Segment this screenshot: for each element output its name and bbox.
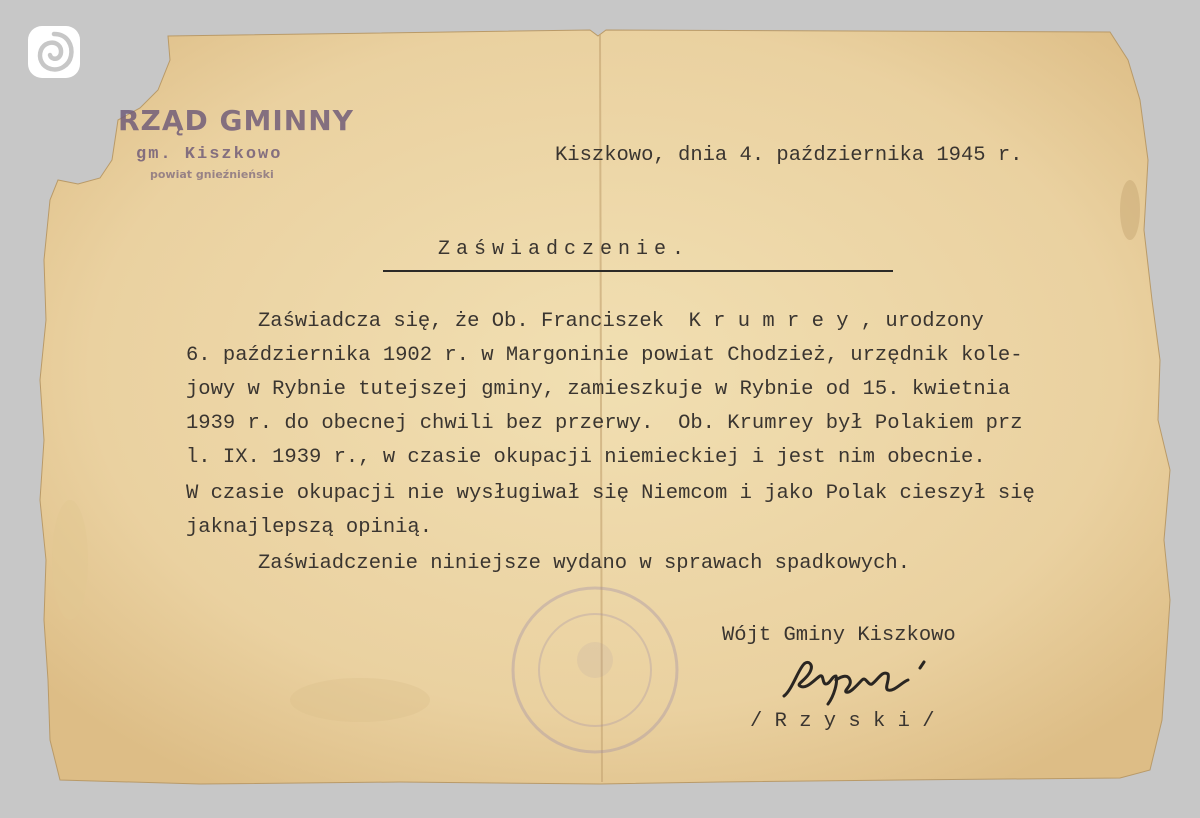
signatory-title: Wójt Gminy Kiszkowo — [722, 624, 956, 647]
stamp-district: powiat gnieźnieński — [150, 168, 274, 181]
stamp-municipality: gm. Kiszkowo — [136, 145, 283, 164]
title-underline — [383, 270, 893, 272]
body-line: 1939 r. do obecnej chwili bez przerwy. Ob. Krumrey był Polakiem prz — [186, 412, 1023, 435]
stamp-office-name: RZĄD GMINNY — [118, 104, 354, 137]
body-line: Zaświadczenie niniejsze wydano w sprawach spadkowych. — [258, 552, 911, 575]
body-line: jaknajlepszą opinią. — [186, 516, 433, 539]
document-title: Zaświadczenie. — [438, 238, 691, 261]
body-line: l. IX. 1939 r., w czasie okupacji niemieckiej i jest nim obecnie. — [186, 446, 986, 469]
printed-name: / R z y s k i / — [750, 710, 935, 733]
handwritten-signature — [770, 650, 940, 715]
body-line: jowy w Rybnie tutejszej gminy, zamieszkuje w Rybnie od 15. kwietnia — [186, 378, 1011, 401]
body-line: Zaświadcza się, że Ob. Franciszek K r u m r e y , urodzony — [258, 310, 984, 333]
office-stamp — [118, 104, 388, 181]
body-line: W czasie okupacji nie wysługiwał się Niemcom i jako Polak cieszył się — [186, 482, 1035, 505]
body-line: 6. października 1902 r. w Margoninie powiat Chodzież, urzędnik kole- — [186, 344, 1023, 367]
date-line: Kiszkowo, dnia 4. października 1945 r. — [555, 144, 1023, 167]
